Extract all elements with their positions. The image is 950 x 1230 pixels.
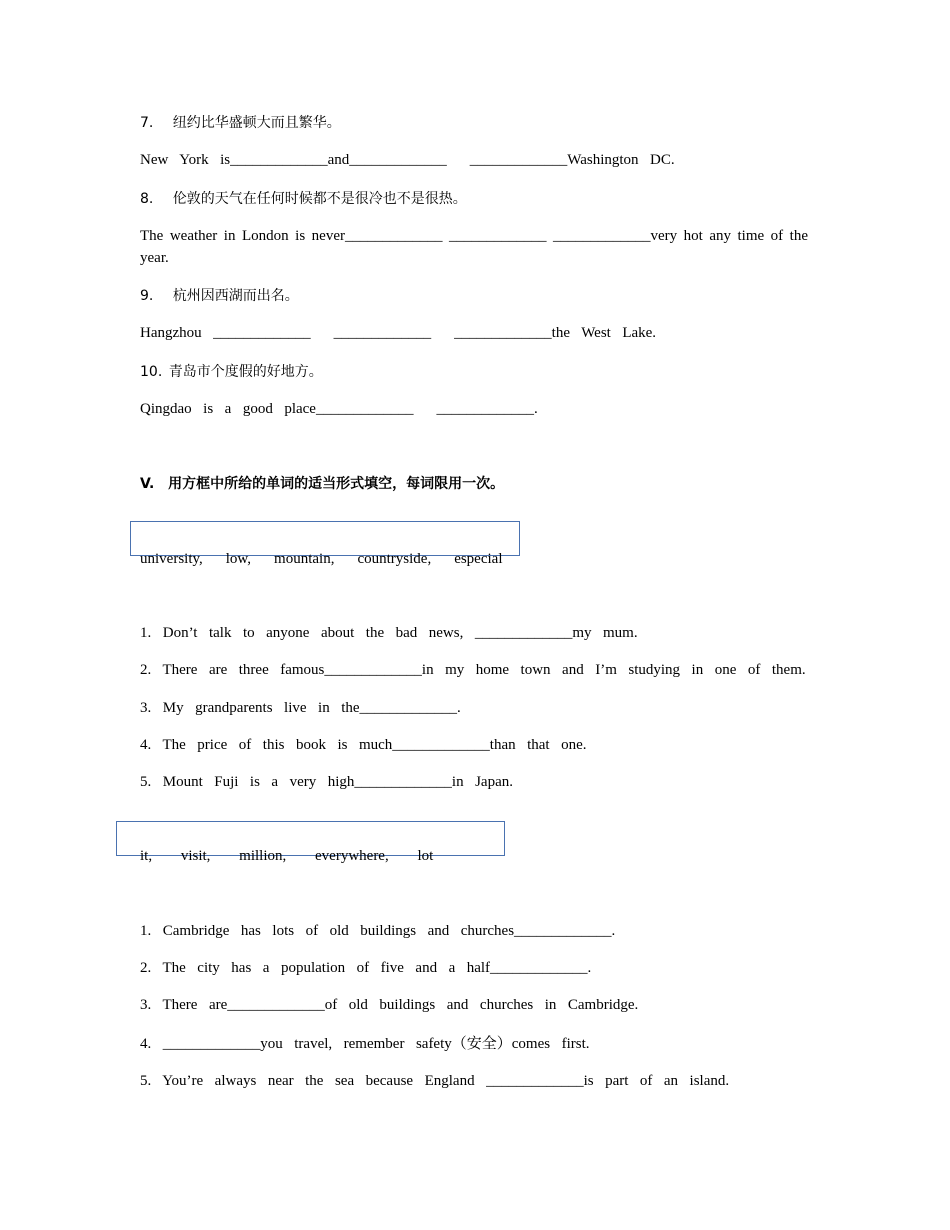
- q8-prompt: 8. 伦敦的天气在任何时候都不是很冷也不是很热。: [140, 191, 467, 207]
- group1-sentence-2: 2. There are three famous_____________in my home town and I’m studying in one of them.: [140, 662, 806, 678]
- group1-sentence-4: 4. The price of this book is much_____________than that one.: [140, 737, 587, 753]
- group2-sentence-5: 5. You’re always near the sea because England _____________is part of an island.: [140, 1073, 730, 1089]
- section5-heading: V. 用方框中所给的单词的适当形式填空，每词限用一次。: [140, 476, 505, 492]
- group2-sentence-1: 1. Cambridge has lots of old buildings and churches_____________.: [140, 923, 616, 939]
- word-box-2-words: it, visit, million, everywhere, lot: [140, 848, 434, 864]
- q10-prompt: 10. 青岛市个度假的好地方。: [140, 364, 323, 380]
- group2-sentence-4: 4. _____________you travel, remember safety（安全）comes first.: [140, 1036, 590, 1052]
- word-box-1-words: university, low, mountain, countryside, especial: [140, 551, 503, 567]
- q10-answer: Qingdao is a good place_____________ _____________.: [140, 401, 538, 417]
- group2-sentence-2: 2. The city has a population of five and a half_____________.: [140, 960, 592, 976]
- q9-answer: Hangzhou _____________ _____________ _____________the West Lake.: [140, 325, 657, 341]
- group1-sentence-3: 3. My grandparents live in the_____________.: [140, 700, 461, 716]
- group1-sentence-1: 1. Don’t talk to anyone about the bad news, _____________my mum.: [140, 625, 638, 641]
- group2-sentence-3: 3. There are_____________of old buildings and churches in Cambridge.: [140, 997, 639, 1013]
- group1-sentence-5: 5. Mount Fuji is a very high_____________in Japan.: [140, 774, 513, 790]
- q9-prompt: 9. 杭州因西湖而出名。: [140, 288, 299, 304]
- q7-prompt: 7. 纽约比华盛顿大而且繁华。: [140, 115, 341, 131]
- q7-answer: New York is_____________and_____________ _____________Washington DC.: [140, 152, 675, 168]
- q8-answer: The weather in London is never_____________ _____________ _____________very hot any time of the year.: [140, 228, 808, 266]
